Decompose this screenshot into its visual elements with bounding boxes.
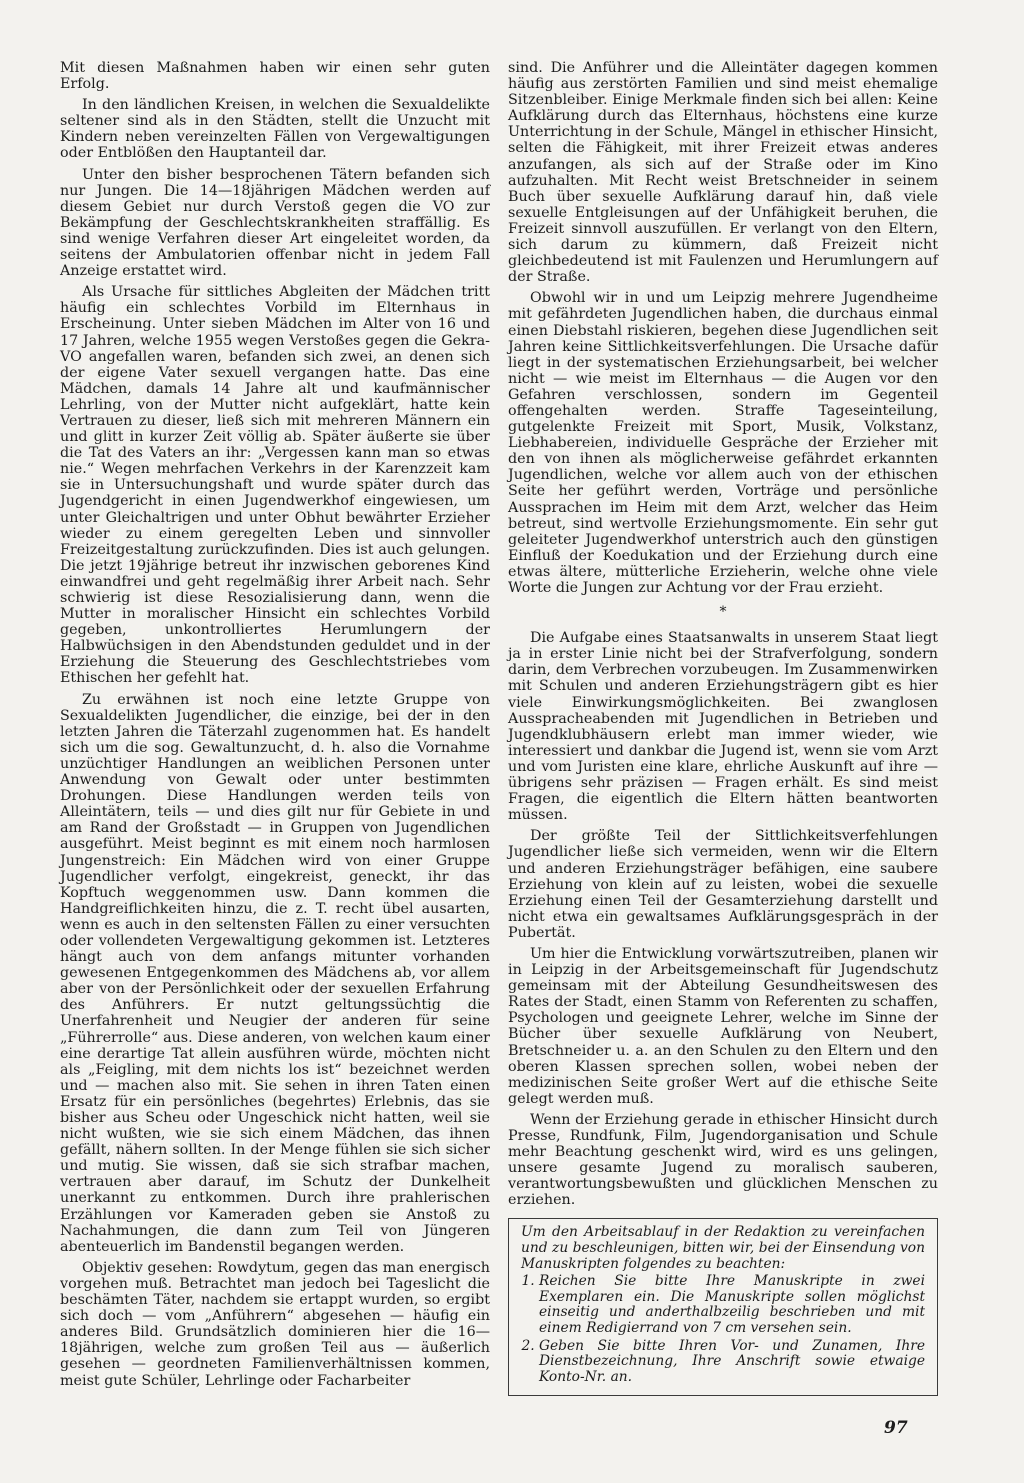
page-number: 97 (884, 1418, 908, 1438)
paragraph: Um hier die Entwicklung vorwärtszutreiben, planen wir in Leipzig in der Arbeitsgemeinschaft für Jugendschutz gemeinsam mit der Abteilung Gesundheitswesen des Rates der Stadt, einen Stamm von Referenten zu schaffen, Psychologen und geeignete Lehrer, welche im Sinne der Bücher über sexuelle Aufklärung von Neubert, Bretschneider u. a. an den Schulen zu den Eltern und den oberen Klassen sprechen sollen, wobei neben der medizinischen Seite großer Wert auf die ethische Seite gelegt werden muß. (508, 945, 938, 1107)
paragraph: Wenn der Erziehung gerade in ethischer Hinsicht durch Presse, Rundfunk, Film, Jugendorganisation und Schule mehr Beachtung geschenkt wird, wird es uns gelingen, unsere gesamte Jugend zu moralisch sauberen, verantwortungsbewußten und glücklichen Menschen zu erziehen. (508, 1111, 938, 1209)
notice-item: 2. Geben Sie bitte Ihren Vor- und Zunamen, Ihre Dienstbezeichnung, Ihre Anschrift sowie etwaige Konto-Nr. an. (539, 1339, 925, 1386)
paragraph: Obwohl wir in und um Leipzig mehrere Jugendheime mit gefährdeten Jugendlichen haben, die durchaus einmal einen Diebstahl riskieren, begehen diese Jugendlichen seit Jahren keine Sittlichkeitsverfehlungen. Die Ursache dafür liegt in der systematischen Erziehungsarbeit, bei welcher nicht — wie meist im Elternhaus — die Augen vor den Gefahren verschlossen, sondern im Gegenteil offengehalten werden. Straffe Tageseinteilung, gutgelenkte Freizeit mit Sport, Musik, Volkstanz, Liebhabereien, individuelle Gespräche der Erzieher mit den von ihnen als möglicherweise gefährdet erkannten Jugendlichen, welche vor allem auch von der ethischen Seite her geführt werden, Vorträge und persönliche Aussprachen im Heim mit dem Arzt, welcher das Heim betreut, sind wertvolle Erziehungsmomente. Ein sehr gut geleiteter Jugendwerkhof unterstrich auch den günstigen Einfluß der Koedukation und der Erziehung durch eine etwas ältere, mütterliche Erzieherin, welche ohne viele Worte die Jungen zur Achtung vor der Frau erzieht. (508, 290, 938, 596)
paragraph: Unter den bisher besprochenen Tätern befanden sich nur Jungen. Die 14—18jährigen Mädchen werden auf diesem Gebiet nur durch Verstoß gegen die VO zur Bekämpfung der Geschlechtskrankheiten straffällig. Es sind wenige Verfahren dieser Art eingeleitet worden, da seitens der Ambulatorien offenbar nicht in jedem Fall Anzeige erstattet wird. (60, 166, 490, 280)
paragraph: sind. Die Anführer und die Alleintäter dagegen kommen häufig aus zerstörten Familien und sind meist ehemalige Sitzenbleiber. Einige Merkmale finden sich bei allen: Keine Aufklärung durch das Elternhaus, höchstens eine kurze Unterrichtung in der Schule, Mängel in ethischer Hinsicht, selten die Fähigkeit, mit ihrer Freizeit etwas anderes anzufangen, als sich auf der Straße oder im Kino aufzuhalten. Mit Recht weist Bretschneider in seinem Buch über sexuelle Aufklärung darauf hin, daß viele sexuelle Entgleisungen auf der Unfähigkeit beruhen, die Freizeit sinnvoll auszufüllen. Er verlangt von den Eltern, sich darum zu kümmern, daß Freizeit nicht gleichbedeutend ist mit Faulenzen und Herumlungern auf der Straße. (508, 60, 938, 286)
paragraph: Der größte Teil der Sittlichkeitsverfehlungen Jugendlicher ließe sich vermeiden, wenn wir die Eltern und anderen Erziehungsträger befähigen, eine saubere Erziehung von klein auf zu leisten, wobei die sexuelle Erziehung einen Teil der Gesamterziehung darstellt und nicht etwa ein gewaltsames Aufklärungsgespräch in der Pubertät. (508, 828, 938, 941)
paragraph: Objektiv gesehen: Rowdytum, gegen das man energisch vorgehen muß. Betrachtet man jedoch bei Tageslicht die beschämten Täter, nachdem sie ertappt wurden, so ergibt sich doch — vom „Anführern“ abgesehen — häufig ein anderes Bild. Grundsätzlich dominieren hier die 16—18jährigen, welche zum großen Teil aus — äußerlich gesehen — geordneten Familienverhältnissen kommen, meist gute Schüler, Lehrlinge oder Facharbeiter (60, 1259, 490, 1389)
paragraph: In den ländlichen Kreisen, in welchen die Sexualdelikte seltener sind als in den Städten, stellt die Unzucht mit Kindern neben vereinzelten Fällen von Vergewaltigungen oder Entblößen den Hauptanteil dar. (60, 97, 490, 162)
left-column (60, 60, 490, 1394)
right-column (508, 60, 938, 1396)
editorial-notice-box (508, 1218, 938, 1396)
notice-intro: Um den Arbeitsablauf in der Redaktion zu vereinfachen und zu beschleunigen, bitten wir, bei der Einsendung von Manuskripten folgendes zu beachten: (521, 1224, 925, 1272)
notice-item: 1. Reichen Sie bitte Ihre Manuskripte in zwei Exemplaren ein. Die Manuskripte sollen möglichst einseitig und anderthalbzeilig beschrieben und mit einem Redigierrand von 7 cm versehen sein. (539, 1274, 925, 1336)
paragraph: Als Ursache für sittliches Abgleiten der Mädchen tritt häufig ein schlechtes Vorbild im Elternhaus in Erscheinung. Unter sieben Mädchen im Alter von 16 und 17 Jahren, welche 1955 wegen Verstoßes gegen die Gekra-VO angefallen waren, befanden sich zwei, an denen sich der eigene Vater sexuell vergangen hatte. Das eine Mädchen, damals 14 Jahre alt und kaufmännischer Lehrling, von der Mutter nicht aufgeklärt, hatte kein Vertrauen zu dieser, ließ sich mit mehreren Männern ein und glitt in kurzer Zeit völlig ab. Später äußerte sie über die Tat des Vaters an ihr: „Vergessen kann man so etwas nie.“ Wegen mehrfachen Verkehrs in der Karenzzeit kam sie in Untersuchungshaft und wurde später durch das Jugendgericht in einen Jugendwerkhof eingewiesen, um unter Gleichaltrigen und unter Obhut bewährter Erzieher wieder zu einem geregelten Leben und sinnvoller Freizeitgestaltung zurückzufinden. Dies ist auch gelungen. Die jetzt 19jährige betreut ihr inzwischen geborenes Kind einwandfrei und geht regelmäßig ihrer Arbeit nach. Sehr schwierig ist diese Resozialisierung dann, wenn die Mutter in moralischer Hinsicht ein schlechtes Vorbild gegeben, unkontrolliertes Herumlungern der Halbwüchsigen in den Abendstunden geduldet und in der Erziehung die Steuerung des Geschlechtstriebes vom Ethischen her gefehlt hat. (60, 284, 490, 687)
section-separator: * (719, 604, 727, 621)
notice-list (521, 1274, 925, 1385)
paragraph: Zu erwähnen ist noch eine letzte Gruppe von Sexualdelikten Jugendlicher, die einzige, bei der in den letzten Jahren die Täterzahl zugenommen hat. Es handelt sich um die sog. Gewaltunzucht, d. h. also die Vornahme unzüchtiger Handlungen an weiblichen Personen unter Anwendung von Gewalt oder unter bestimmten Drohungen. Diese Handlungen werden teils von Alleintätern, teils — und dies gilt nur für Gebiete in und am Rand der Großstadt — in Gruppen von Jugendlichen ausgeführt. Meist beginnt es mit einem noch harmlosen Jungenstreich: Ein Mädchen wird von einer Gruppe Jugendlicher verfolgt, eingekreist, geneckt, ihr das Kopftuch weggenommen usw. Dann kommen die Handgreiflichkeiten hinzu, die z. T. recht übel ausarten, wenn es auch in den seltensten Fällen zu einer versuchten oder vollendeten Vergewaltigung gekommen ist. Letzteres hängt auch von dem anfangs mitunter vorhanden gewesenen Entgegenkommen des Mädchens ab, vor allem aber von der Persönlichkeit oder der sexuellen Erfahrung des Anführers. Er nutzt geltungssüchtig die Unerfahrenheit und Neugier der anderen für seine „Führerrolle“ aus. Diese anderen, von welchen kaum einer eine derartige Tat allein ausführen würde, möchten nicht als „Feigling, mit dem nichts los ist“ bezeichnet werden und — machen also mit. Sie sehen in ihren Taten einen Ersatz für ein persönliches (begehrtes) Erlebnis, das sie bisher aus Scheu oder Ungeschick nicht hatten, weil sie nicht wußten, wie sie sich einem Mädchen, das ihnen gefällt, nähern sollten. In der Menge fühlen sie sich sicher und mutig. Sie wissen, daß sie sich strafbar machen, vertrauen aber darauf, im Schutz der Dunkelheit unerkannt zu entkommen. Durch ihre prahlerischen Erzählungen vor Kameraden geben sie Anstoß zu Nachahmungen, die dann zum Teil von Jüngeren abenteuerlich im Bandenstil begangen werden. (60, 691, 490, 1255)
paragraph: Die Aufgabe eines Staatsanwalts in unserem Staat liegt ja in erster Linie nicht bei der Strafverfolgung, sondern darin, dem Verbrechen vorzubeugen. Im Zusammenwirken mit Schulen und anderen Erziehungsträgern gibt es hier viele Einwirkungsmöglichkeiten. Bei zwanglosen Ausspracheabenden mit Jugendlichen in Betrieben und Jugendklubhäusern erlebt man immer wieder, wie interessiert und dankbar die Jugend ist, wenn sie vom Arzt und vom Juristen eine klare, ehrliche Auskunft auf ihre — übrigens sehr präzisen — Fragen erhält. Es sind meist Fragen, die eigentlich die Eltern hätten beantworten müssen. (508, 630, 938, 824)
paragraph: Mit diesen Maßnahmen haben wir einen sehr guten Erfolg. (60, 60, 490, 93)
